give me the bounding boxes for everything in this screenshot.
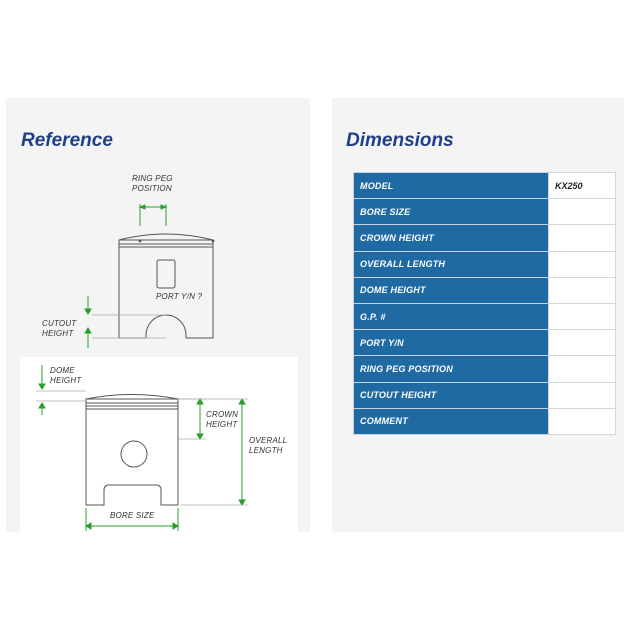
bore-label: BORE SIZE — [110, 511, 155, 520]
dimensions-heading: Dimensions — [346, 130, 454, 151]
crown-dimension — [197, 399, 203, 439]
dome-label-line1: DOME — [50, 366, 75, 375]
table-row — [354, 277, 616, 303]
row-value — [549, 199, 616, 225]
row-value: KX250 — [549, 173, 616, 199]
overall-label-line2: LENGTH — [249, 446, 283, 455]
row-value — [549, 356, 616, 382]
row-label: RING PEG POSITION — [354, 356, 549, 382]
row-label: MODEL — [354, 173, 549, 199]
row-label: G.P. # — [354, 303, 549, 329]
reference-heading: Reference — [21, 130, 113, 151]
row-value — [549, 303, 616, 329]
table-row — [354, 382, 616, 408]
table-row — [354, 408, 616, 434]
row-label: DOME HEIGHT — [354, 277, 549, 303]
row-value — [549, 408, 616, 434]
row-label: BORE SIZE — [354, 199, 549, 225]
table-row — [354, 330, 616, 356]
table-row — [354, 173, 616, 199]
row-label: OVERALL LENGTH — [354, 251, 549, 277]
crown-label-line2: HEIGHT — [206, 420, 238, 429]
row-value — [549, 277, 616, 303]
row-value — [549, 330, 616, 356]
dome-label-line2: HEIGHT — [50, 376, 82, 385]
dome-extension-lines — [36, 391, 86, 401]
table-row — [354, 225, 616, 251]
table-row — [354, 251, 616, 277]
cutout-dimension — [85, 296, 91, 348]
table-row — [354, 199, 616, 225]
cutout-label-line2: HEIGHT — [42, 329, 74, 338]
dimensions-table — [353, 172, 616, 435]
row-label: CUTOUT HEIGHT — [354, 382, 549, 408]
dome-dimension — [39, 365, 45, 415]
port-label: PORT Y/N ? — [156, 292, 203, 301]
overall-dimension — [239, 399, 245, 505]
ring-peg-dimension — [140, 204, 166, 226]
row-label: CROWN HEIGHT — [354, 225, 549, 251]
piston-side-diagram — [6, 160, 310, 355]
ring-peg-label-line2: POSITION — [132, 184, 172, 193]
row-value — [549, 251, 616, 277]
crown-label-line1: CROWN — [206, 410, 239, 419]
overall-label-line1: OVERALL — [249, 436, 288, 445]
crown-extension-lines — [178, 399, 206, 439]
cutout-label-line1: CUTOUT — [42, 319, 77, 328]
piston-front-diagram — [20, 357, 298, 532]
row-label: COMMENT — [354, 408, 549, 434]
row-label: PORT Y/N — [354, 330, 549, 356]
piston-front-outline — [86, 395, 178, 506]
row-value — [549, 382, 616, 408]
table-row — [354, 356, 616, 382]
piston-side-outline — [119, 234, 213, 338]
table-row — [354, 303, 616, 329]
ring-peg-label-line1: RING PEG — [132, 174, 173, 183]
row-value — [549, 225, 616, 251]
